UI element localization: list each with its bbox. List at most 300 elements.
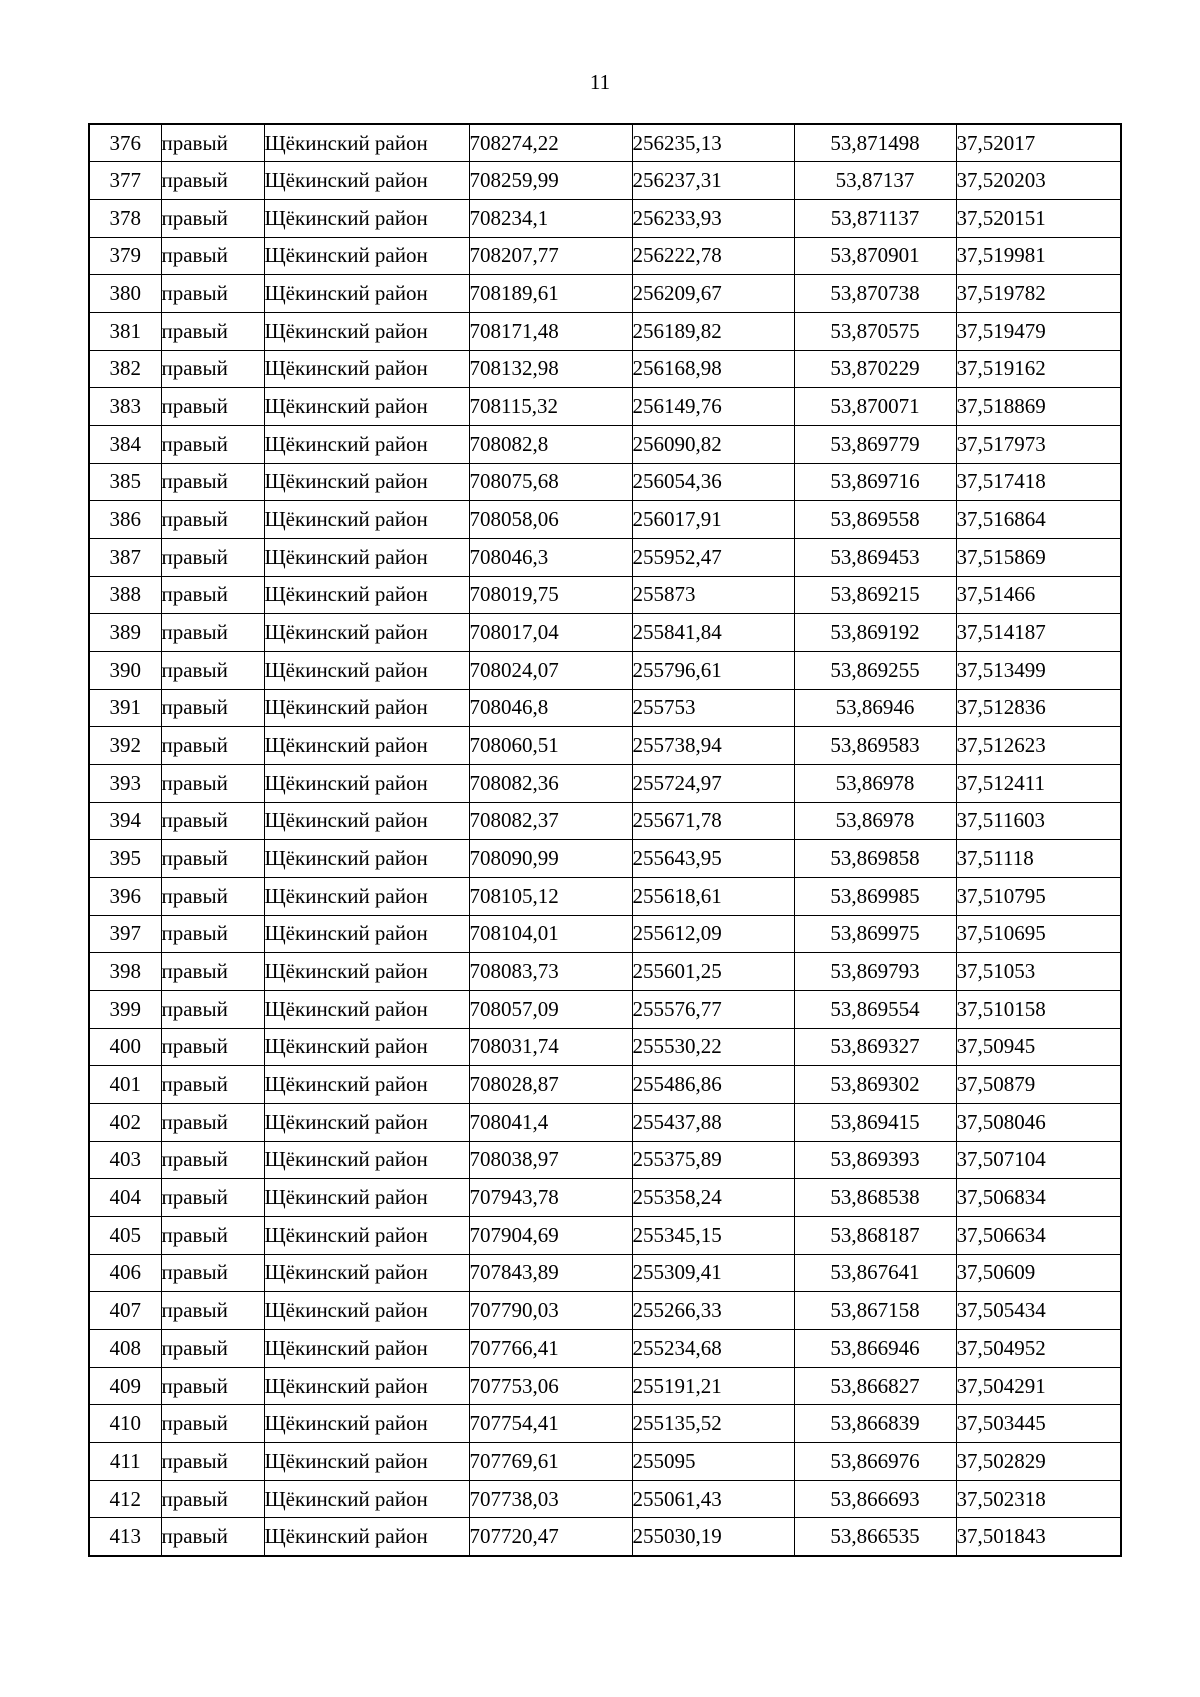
bank-side-cell: правый [161,689,264,727]
district-cell: Щёкинский район [264,1141,469,1179]
district-cell: Щёкинский район [264,1330,469,1368]
point-number-cell: 412 [89,1480,161,1518]
y-coordinate-cell: 255266,33 [632,1292,794,1330]
district-cell: Щёкинский район [264,651,469,689]
point-number-cell: 406 [89,1254,161,1292]
table-row [89,764,1121,802]
longitude-cell: 37,515869 [956,538,1121,576]
latitude-cell: 53,867641 [794,1254,956,1292]
y-coordinate-cell: 256189,82 [632,312,794,350]
latitude-cell: 53,869793 [794,953,956,991]
bank-side-cell: правый [161,1216,264,1254]
y-coordinate-cell: 255530,22 [632,1028,794,1066]
latitude-cell: 53,869215 [794,576,956,614]
latitude-cell: 53,866839 [794,1405,956,1443]
x-coordinate-cell: 708058,06 [469,501,632,539]
y-coordinate-cell: 255601,25 [632,953,794,991]
bank-side-cell: правый [161,614,264,652]
point-number-cell: 404 [89,1179,161,1217]
x-coordinate-cell: 708259,99 [469,162,632,200]
bank-side-cell: правый [161,388,264,426]
x-coordinate-cell: 708024,07 [469,651,632,689]
x-coordinate-cell: 708046,3 [469,538,632,576]
longitude-cell: 37,502829 [956,1443,1121,1481]
x-coordinate-cell: 708207,77 [469,237,632,275]
latitude-cell: 53,866535 [794,1518,956,1556]
longitude-cell: 37,510695 [956,915,1121,953]
table-row [89,1141,1121,1179]
point-number-cell: 384 [89,425,161,463]
x-coordinate-cell: 707790,03 [469,1292,632,1330]
longitude-cell: 37,506634 [956,1216,1121,1254]
bank-side-cell: правый [161,990,264,1028]
district-cell: Щёкинский район [264,840,469,878]
point-number-cell: 398 [89,953,161,991]
x-coordinate-cell: 708041,4 [469,1103,632,1141]
bank-side-cell: правый [161,1292,264,1330]
district-cell: Щёкинский район [264,1179,469,1217]
y-coordinate-cell: 255576,77 [632,990,794,1028]
district-cell: Щёкинский район [264,953,469,991]
longitude-cell: 37,508046 [956,1103,1121,1141]
district-cell: Щёкинский район [264,1066,469,1104]
bank-side-cell: правый [161,1518,264,1556]
latitude-cell: 53,86978 [794,764,956,802]
y-coordinate-cell: 255753 [632,689,794,727]
y-coordinate-cell: 255796,61 [632,651,794,689]
bank-side-cell: правый [161,1330,264,1368]
table-row [89,576,1121,614]
point-number-cell: 382 [89,350,161,388]
point-number-cell: 391 [89,689,161,727]
longitude-cell: 37,517418 [956,463,1121,501]
y-coordinate-cell: 255061,43 [632,1480,794,1518]
y-coordinate-cell: 255486,86 [632,1066,794,1104]
x-coordinate-cell: 708060,51 [469,727,632,765]
district-cell: Щёкинский район [264,1028,469,1066]
longitude-cell: 37,503445 [956,1405,1121,1443]
bank-side-cell: правый [161,275,264,313]
x-coordinate-cell: 708017,04 [469,614,632,652]
point-number-cell: 395 [89,840,161,878]
y-coordinate-cell: 255345,15 [632,1216,794,1254]
district-cell: Щёкинский район [264,199,469,237]
district-cell: Щёкинский район [264,350,469,388]
bank-side-cell: правый [161,124,264,162]
y-coordinate-cell: 256149,76 [632,388,794,426]
table-row [89,651,1121,689]
latitude-cell: 53,869554 [794,990,956,1028]
district-cell: Щёкинский район [264,1405,469,1443]
longitude-cell: 37,514187 [956,614,1121,652]
coordinates-table [88,123,1122,1557]
bank-side-cell: правый [161,237,264,275]
table-row [89,990,1121,1028]
bank-side-cell: правый [161,1443,264,1481]
latitude-cell: 53,866693 [794,1480,956,1518]
point-number-cell: 388 [89,576,161,614]
point-number-cell: 413 [89,1518,161,1556]
x-coordinate-cell: 708189,61 [469,275,632,313]
y-coordinate-cell: 255612,09 [632,915,794,953]
y-coordinate-cell: 255724,97 [632,764,794,802]
x-coordinate-cell: 707943,78 [469,1179,632,1217]
bank-side-cell: правый [161,727,264,765]
latitude-cell: 53,870071 [794,388,956,426]
bank-side-cell: правый [161,953,264,991]
longitude-cell: 37,51053 [956,953,1121,991]
point-number-cell: 379 [89,237,161,275]
y-coordinate-cell: 255309,41 [632,1254,794,1292]
district-cell: Щёкинский район [264,877,469,915]
point-number-cell: 401 [89,1066,161,1104]
table-row [89,1066,1121,1104]
latitude-cell: 53,86946 [794,689,956,727]
latitude-cell: 53,869192 [794,614,956,652]
longitude-cell: 37,519479 [956,312,1121,350]
point-number-cell: 397 [89,915,161,953]
coordinates-table-body [89,124,1121,1556]
bank-side-cell: правый [161,501,264,539]
district-cell: Щёкинский район [264,1254,469,1292]
longitude-cell: 37,520203 [956,162,1121,200]
point-number-cell: 405 [89,1216,161,1254]
y-coordinate-cell: 255030,19 [632,1518,794,1556]
point-number-cell: 385 [89,463,161,501]
latitude-cell: 53,869393 [794,1141,956,1179]
bank-side-cell: правый [161,1179,264,1217]
district-cell: Щёкинский район [264,1443,469,1481]
latitude-cell: 53,869716 [794,463,956,501]
table-row [89,1254,1121,1292]
district-cell: Щёкинский район [264,576,469,614]
y-coordinate-cell: 256168,98 [632,350,794,388]
table-row [89,237,1121,275]
latitude-cell: 53,866976 [794,1443,956,1481]
table-row [89,840,1121,878]
table-row [89,953,1121,991]
point-number-cell: 407 [89,1292,161,1330]
y-coordinate-cell: 255738,94 [632,727,794,765]
latitude-cell: 53,869779 [794,425,956,463]
table-row [89,1103,1121,1141]
point-number-cell: 403 [89,1141,161,1179]
district-cell: Щёкинский район [264,1480,469,1518]
longitude-cell: 37,502318 [956,1480,1121,1518]
longitude-cell: 37,50609 [956,1254,1121,1292]
longitude-cell: 37,519981 [956,237,1121,275]
bank-side-cell: правый [161,764,264,802]
longitude-cell: 37,504291 [956,1367,1121,1405]
x-coordinate-cell: 708171,48 [469,312,632,350]
district-cell: Щёкинский район [264,124,469,162]
x-coordinate-cell: 707720,47 [469,1518,632,1556]
point-number-cell: 377 [89,162,161,200]
point-number-cell: 396 [89,877,161,915]
bank-side-cell: правый [161,1367,264,1405]
bank-side-cell: правый [161,802,264,840]
latitude-cell: 53,871498 [794,124,956,162]
table-row [89,199,1121,237]
bank-side-cell: правый [161,425,264,463]
y-coordinate-cell: 255191,21 [632,1367,794,1405]
point-number-cell: 386 [89,501,161,539]
latitude-cell: 53,866827 [794,1367,956,1405]
longitude-cell: 37,501843 [956,1518,1121,1556]
y-coordinate-cell: 256054,36 [632,463,794,501]
longitude-cell: 37,52017 [956,124,1121,162]
x-coordinate-cell: 708083,73 [469,953,632,991]
table-row [89,312,1121,350]
point-number-cell: 392 [89,727,161,765]
point-number-cell: 389 [89,614,161,652]
latitude-cell: 53,868187 [794,1216,956,1254]
x-coordinate-cell: 707843,89 [469,1254,632,1292]
y-coordinate-cell: 255873 [632,576,794,614]
district-cell: Щёкинский район [264,1518,469,1556]
x-coordinate-cell: 708057,09 [469,990,632,1028]
latitude-cell: 53,869255 [794,651,956,689]
bank-side-cell: правый [161,1480,264,1518]
bank-side-cell: правый [161,651,264,689]
latitude-cell: 53,869302 [794,1066,956,1104]
bank-side-cell: правый [161,162,264,200]
district-cell: Щёкинский район [264,237,469,275]
table-row [89,1480,1121,1518]
page-number: 11 [589,70,611,94]
table-row [89,350,1121,388]
x-coordinate-cell: 707738,03 [469,1480,632,1518]
district-cell: Щёкинский район [264,990,469,1028]
point-number-cell: 410 [89,1405,161,1443]
district-cell: Щёкинский район [264,162,469,200]
longitude-cell: 37,51118 [956,840,1121,878]
longitude-cell: 37,512623 [956,727,1121,765]
bank-side-cell: правый [161,1028,264,1066]
point-number-cell: 411 [89,1443,161,1481]
y-coordinate-cell: 256090,82 [632,425,794,463]
district-cell: Щёкинский район [264,538,469,576]
district-cell: Щёкинский район [264,1103,469,1141]
bank-side-cell: правый [161,877,264,915]
district-cell: Щёкинский район [264,312,469,350]
y-coordinate-cell: 255358,24 [632,1179,794,1217]
x-coordinate-cell: 707769,61 [469,1443,632,1481]
y-coordinate-cell: 255234,68 [632,1330,794,1368]
latitude-cell: 53,871137 [794,199,956,237]
latitude-cell: 53,869985 [794,877,956,915]
y-coordinate-cell: 256209,67 [632,275,794,313]
y-coordinate-cell: 256235,13 [632,124,794,162]
x-coordinate-cell: 708132,98 [469,350,632,388]
point-number-cell: 381 [89,312,161,350]
latitude-cell: 53,869558 [794,501,956,539]
table-row [89,1179,1121,1217]
longitude-cell: 37,517973 [956,425,1121,463]
table-row [89,689,1121,727]
latitude-cell: 53,868538 [794,1179,956,1217]
table-row [89,1292,1121,1330]
district-cell: Щёкинский район [264,1367,469,1405]
x-coordinate-cell: 708105,12 [469,877,632,915]
longitude-cell: 37,50879 [956,1066,1121,1104]
table-row [89,1330,1121,1368]
latitude-cell: 53,870575 [794,312,956,350]
y-coordinate-cell: 255841,84 [632,614,794,652]
longitude-cell: 37,512411 [956,764,1121,802]
latitude-cell: 53,867158 [794,1292,956,1330]
longitude-cell: 37,51466 [956,576,1121,614]
bank-side-cell: правый [161,463,264,501]
latitude-cell: 53,869975 [794,915,956,953]
table-row [89,538,1121,576]
district-cell: Щёкинский район [264,1216,469,1254]
longitude-cell: 37,520151 [956,199,1121,237]
y-coordinate-cell: 256233,93 [632,199,794,237]
table-row [89,388,1121,426]
y-coordinate-cell: 255643,95 [632,840,794,878]
latitude-cell: 53,869453 [794,538,956,576]
point-number-cell: 409 [89,1367,161,1405]
point-number-cell: 393 [89,764,161,802]
y-coordinate-cell: 255437,88 [632,1103,794,1141]
latitude-cell: 53,869858 [794,840,956,878]
x-coordinate-cell: 708031,74 [469,1028,632,1066]
y-coordinate-cell: 255671,78 [632,802,794,840]
x-coordinate-cell: 708082,8 [469,425,632,463]
bank-side-cell: правый [161,312,264,350]
longitude-cell: 37,50945 [956,1028,1121,1066]
y-coordinate-cell: 255375,89 [632,1141,794,1179]
district-cell: Щёкинский район [264,915,469,953]
x-coordinate-cell: 708028,87 [469,1066,632,1104]
bank-side-cell: правый [161,1066,264,1104]
bank-side-cell: правый [161,1254,264,1292]
y-coordinate-cell: 256237,31 [632,162,794,200]
table-row [89,915,1121,953]
x-coordinate-cell: 707766,41 [469,1330,632,1368]
table-row [89,1367,1121,1405]
latitude-cell: 53,869415 [794,1103,956,1141]
table-row [89,425,1121,463]
district-cell: Щёкинский район [264,764,469,802]
x-coordinate-cell: 708019,75 [469,576,632,614]
x-coordinate-cell: 708082,37 [469,802,632,840]
x-coordinate-cell: 707904,69 [469,1216,632,1254]
bank-side-cell: правый [161,350,264,388]
longitude-cell: 37,516864 [956,501,1121,539]
bank-side-cell: правый [161,199,264,237]
district-cell: Щёкинский район [264,425,469,463]
longitude-cell: 37,511603 [956,802,1121,840]
table-row [89,124,1121,162]
table-row [89,802,1121,840]
bank-side-cell: правый [161,1141,264,1179]
bank-side-cell: правый [161,538,264,576]
latitude-cell: 53,86978 [794,802,956,840]
x-coordinate-cell: 708075,68 [469,463,632,501]
table-row [89,463,1121,501]
latitude-cell: 53,870901 [794,237,956,275]
latitude-cell: 53,869583 [794,727,956,765]
latitude-cell: 53,869327 [794,1028,956,1066]
x-coordinate-cell: 708046,8 [469,689,632,727]
latitude-cell: 53,870229 [794,350,956,388]
point-number-cell: 383 [89,388,161,426]
bank-side-cell: правый [161,1405,264,1443]
x-coordinate-cell: 708115,32 [469,388,632,426]
district-cell: Щёкинский район [264,275,469,313]
x-coordinate-cell: 707753,06 [469,1367,632,1405]
x-coordinate-cell: 708274,22 [469,124,632,162]
point-number-cell: 378 [89,199,161,237]
district-cell: Щёкинский район [264,614,469,652]
latitude-cell: 53,866946 [794,1330,956,1368]
x-coordinate-cell: 708104,01 [469,915,632,953]
table-row [89,1216,1121,1254]
table-row [89,162,1121,200]
longitude-cell: 37,507104 [956,1141,1121,1179]
longitude-cell: 37,510795 [956,877,1121,915]
bank-side-cell: правый [161,1103,264,1141]
district-cell: Щёкинский район [264,689,469,727]
point-number-cell: 380 [89,275,161,313]
table-row [89,877,1121,915]
table-row [89,501,1121,539]
bank-side-cell: правый [161,576,264,614]
y-coordinate-cell: 255135,52 [632,1405,794,1443]
table-row [89,275,1121,313]
y-coordinate-cell: 255952,47 [632,538,794,576]
point-number-cell: 390 [89,651,161,689]
point-number-cell: 408 [89,1330,161,1368]
district-cell: Щёкинский район [264,727,469,765]
y-coordinate-cell: 256017,91 [632,501,794,539]
district-cell: Щёкинский район [264,463,469,501]
longitude-cell: 37,504952 [956,1330,1121,1368]
y-coordinate-cell: 255618,61 [632,877,794,915]
district-cell: Щёкинский район [264,388,469,426]
longitude-cell: 37,519782 [956,275,1121,313]
point-number-cell: 376 [89,124,161,162]
longitude-cell: 37,512836 [956,689,1121,727]
latitude-cell: 53,870738 [794,275,956,313]
point-number-cell: 387 [89,538,161,576]
bank-side-cell: правый [161,915,264,953]
latitude-cell: 53,87137 [794,162,956,200]
district-cell: Щёкинский район [264,1292,469,1330]
district-cell: Щёкинский район [264,802,469,840]
x-coordinate-cell: 708234,1 [469,199,632,237]
table-row [89,1443,1121,1481]
longitude-cell: 37,518869 [956,388,1121,426]
longitude-cell: 37,505434 [956,1292,1121,1330]
table-row [89,1405,1121,1443]
y-coordinate-cell: 255095 [632,1443,794,1481]
longitude-cell: 37,519162 [956,350,1121,388]
x-coordinate-cell: 708082,36 [469,764,632,802]
district-cell: Щёкинский район [264,501,469,539]
table-row [89,1518,1121,1556]
longitude-cell: 37,506834 [956,1179,1121,1217]
bank-side-cell: правый [161,840,264,878]
y-coordinate-cell: 256222,78 [632,237,794,275]
point-number-cell: 402 [89,1103,161,1141]
table-row [89,1028,1121,1066]
x-coordinate-cell: 708090,99 [469,840,632,878]
longitude-cell: 37,513499 [956,651,1121,689]
longitude-cell: 37,510158 [956,990,1121,1028]
